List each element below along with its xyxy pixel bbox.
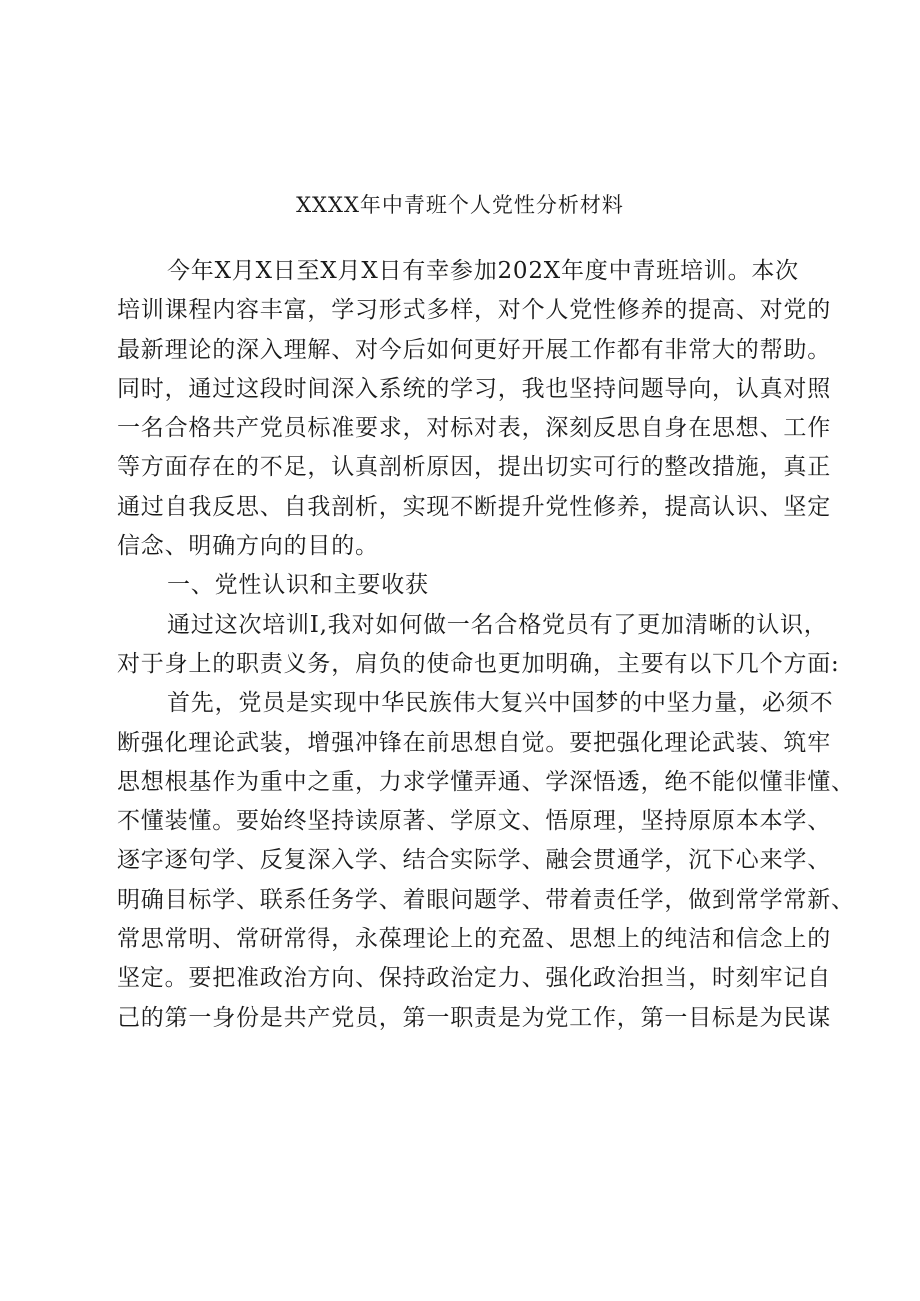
text-line: 逐字逐句学、反复深入学、结合实际学、融会贯通学，沉下心来学、 (117, 847, 831, 874)
text-line: 思想根基作为重中之重，力求学懂弄通、学深悟透，绝不能似懂非懂、 (117, 768, 855, 795)
text-line: 信念、明确方向的目的。 (117, 533, 379, 560)
section-heading (117, 566, 827, 605)
text-line: 通过这次培训I,我对如何做一名合格党员有了更加清晰的认识， (167, 611, 828, 638)
text-line: 一名合格共产党员标准要求，对标对表，深刻反思自身在思想、工作 (117, 415, 831, 442)
text-line: 一、党性认识和主要收获 (167, 572, 429, 599)
document-title: XXXX年中青班个人党性分析材料 (296, 193, 624, 217)
text-line: 首先，党员是实现中华民族伟大复兴中国梦的中坚力量，必须不 (167, 690, 834, 717)
text-line: 今年X月X日至X月X日有幸参加202X年度中青班培训。本次 (167, 258, 799, 284)
text-line: 断强化理论武装，增强冲锋在前思想自觉。要把强化理论武装、筑牢 (117, 729, 831, 756)
text-line: 最新理论的深入理解、对今后如何更好开展工作都有非常大的帮助。 (117, 336, 831, 363)
text-line: 不懂装懂。要始终坚持读原著、学原文、悟原理，坚持原原本本学、 (117, 808, 831, 835)
text-line: 常思常明、常研常得，永葆理论上的充盈、思想上的纯洁和信念上的 (117, 926, 831, 953)
paragraph-intro (117, 252, 831, 566)
text-line: 明确目标学、联系任务学、着眼问题学、带着责任学，做到常学常新、 (117, 886, 855, 913)
text-line: 同时，通过这段时间深入系统的学习，我也坚持问题导向，认真对照 (117, 375, 831, 402)
text-line: 培训课程内容丰富，学习形式多样，对个人党性修养的提高、对党的 (117, 297, 831, 324)
paragraph-first (117, 684, 855, 1038)
document-body (117, 252, 855, 1038)
text-line: 对于身上的职责义务，肩负的使命也更加明确，主要有以下几个方面: (117, 650, 840, 677)
text-line: 通过自我反思、自我剖析，实现不断提升党性修养，提高认识、坚定 (117, 493, 831, 520)
paragraph-gains (117, 606, 840, 685)
text-line: 己的第一身份是共产党员，第一职责是为党工作，第一目标是为民谋 (117, 1004, 831, 1031)
text-line: 等方面存在的不足，认真剖析原因，提出切实可行的整改措施，真正 (117, 454, 831, 481)
text-line: 坚定。要把准政治方向、保持政治定力、强化政治担当，时刻牢记自 (117, 965, 831, 992)
